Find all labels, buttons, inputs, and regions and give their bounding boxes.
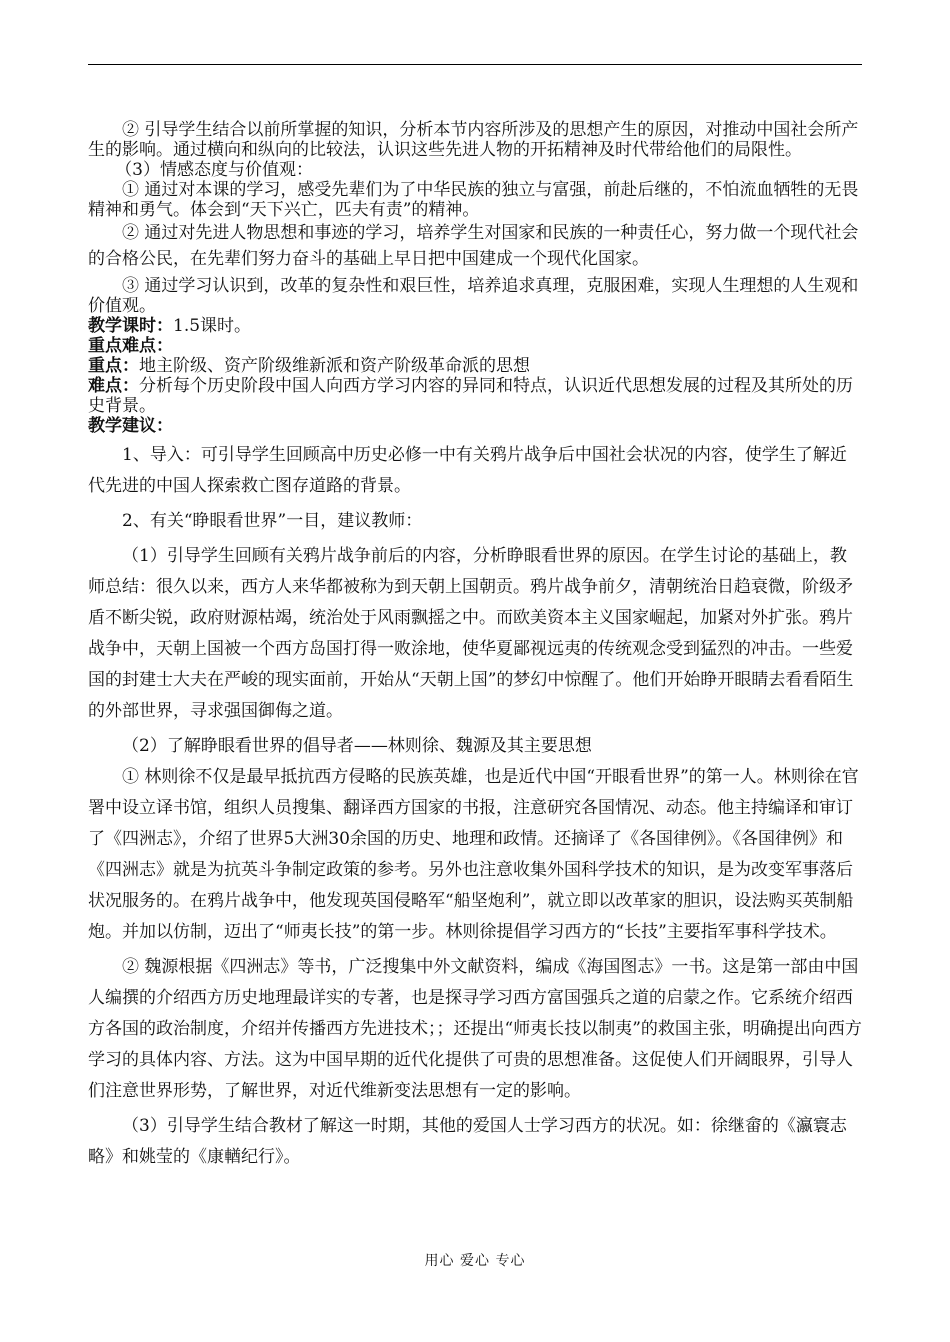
difficulty-label: 难点： — [88, 376, 139, 396]
suggestions-section — [88, 440, 862, 1173]
suggestion-paragraph: （3）引导学生结合教材了解这一时期，其他的爱国人士学习西方的状况。如：徐继畲的《瀛寰志略》和姚莹的《康輶纪行》。 — [88, 1116, 847, 1167]
focus-line — [88, 356, 862, 376]
objective-paragraph: ② 引导学生结合以前所掌握的知识，分析本节内容所涉及的思想产生的原因，对推动中国社会所产生的影响。通过横向和纵向的比较法，认识这些先进人物的开拓精神及时代带给他们的局限性。 — [88, 120, 859, 160]
objective-paragraph: ② 通过对先进人物思想和事迹的学习，培养学生对国家和民族的一种责任心，努力做一个现代社会的合格公民，在先辈们努力奋斗的基础上早日把中国建成一个现代化国家。 — [88, 223, 859, 269]
suggestion-paragraph: 2、有关“睁眼看世界”一目，建议教师： — [122, 511, 423, 531]
suggestion-subheading: （2）了解睁眼看世界的倡导者——林则徐、魏源及其主要思想 — [122, 736, 592, 756]
objective-paragraph: ③ 通过学习认识到，改革的复杂性和艰巨性，培养追求真理，克服困难，实现人生理想的人生观和价值观。 — [88, 276, 859, 316]
suggestions-heading: 教学建议： — [88, 416, 173, 436]
suggestion-paragraph: （1）引导学生回顾有关鸦片战争前后的内容，分析睁眼看世界的原因。在学生讨论的基础上，教师总结：很久以来，西方人来华都被称为到天朝上国朝贡。鸦片战争前夕，清朝统治日趋衰微，阶级矛盾不断尖锐，政府财源枯竭，统治处于风雨飘摇之中。而欧美资本主义国家崛起，加紧对外扩张。鸦片战争中，天朝上国被一个西方岛国打得一败涂地，使华夏鄙视远夷的传统观念受到猛烈的冲击。一些爱国的封建士大夫在严峻的现实面前，开始从“天朝上国”的梦幻中惊醒了。他们开始睁开眼睛去看看陌生的外部世界，寻求强国御侮之道。 — [88, 546, 854, 721]
objectives-section — [88, 120, 862, 436]
difficulty-text: 分析每个历史阶段中国人向西方学习内容的异同和特点，认识近代思想发展的过程及其所处的历史背景。 — [88, 376, 853, 416]
teaching-hours-value: 1.5课时。 — [173, 316, 252, 336]
section-subheading: （3）情感态度与价值观： — [115, 160, 314, 180]
suggestion-paragraph: ① 林则徐不仅是最早抵抗西方侵略的民族英雄，也是近代中国“开眼看世界”的第一人。林则徐在官署中设立译书馆，组织人员搜集、翻译西方国家的书报，注意研究各国情况、动态。他主持编译和审订了《四洲志》，介绍了世界5大洲30余国的历史、地理和政情。还摘译了《各国律例》。《各国律例》和《四洲志》就是为抗英斗争制定政策的参考。另外也注意收集外国科学技术的知识，是为改变军事落后状况服务的。在鸦片战争中，他发现英国侵略军“船坚炮利”，就立即以改革家的胆识，设法购买英制船炮。并加以仿制，迈出了“师夷长技”的第一步。林则徐提倡学习西方的“长技”主要指军事科学技术。 — [88, 767, 859, 942]
key-points-heading: 重点难点： — [88, 336, 173, 356]
teaching-hours — [88, 316, 862, 336]
teaching-hours-label: 教学课时： — [88, 316, 173, 336]
difficulty-line — [88, 376, 862, 416]
objective-paragraph: ① 通过对本课的学习，感受先辈们为了中华民族的独立与富强，前赴后继的，不怕流血牺牲的无畏精神和勇气。体会到“天下兴亡，匹夫有责”的精神。 — [88, 180, 859, 220]
header-rule — [88, 64, 862, 65]
suggestion-paragraph: 1、导入：可引导学生回顾高中历史必修一中有关鸦片战争后中国社会状况的内容，使学生了解近代先进的中国人探索救亡图存道路的背景。 — [88, 445, 847, 496]
suggestion-paragraph: ② 魏源根据《四洲志》等书，广泛搜集中外文献资料，编成《海国图志》一书。这是第一部由中国人编撰的介绍西方历史地理最详实的专著，也是探寻学习西方富国强兵之道的启蒙之作。它系统介绍西方各国的政治制度，介绍并传播西方先进技术；；还提出“师夷长技以制夷”的救国主张，明确提出向西方学习的具体内容、方法。这为中国早期的近代化提供了可贵的思想准备。这促使人们开阔眼界，引导人们注意世界形势，了解世界，对近代维新变法思想有一定的影响。 — [88, 957, 862, 1101]
focus-text: 地主阶级、资产阶级维新派和资产阶级革命派的思想 — [139, 356, 530, 376]
document-body — [88, 120, 862, 1173]
focus-label: 重点： — [88, 356, 139, 376]
page-footer: 用心 爱心 专心 — [424, 1253, 526, 1269]
